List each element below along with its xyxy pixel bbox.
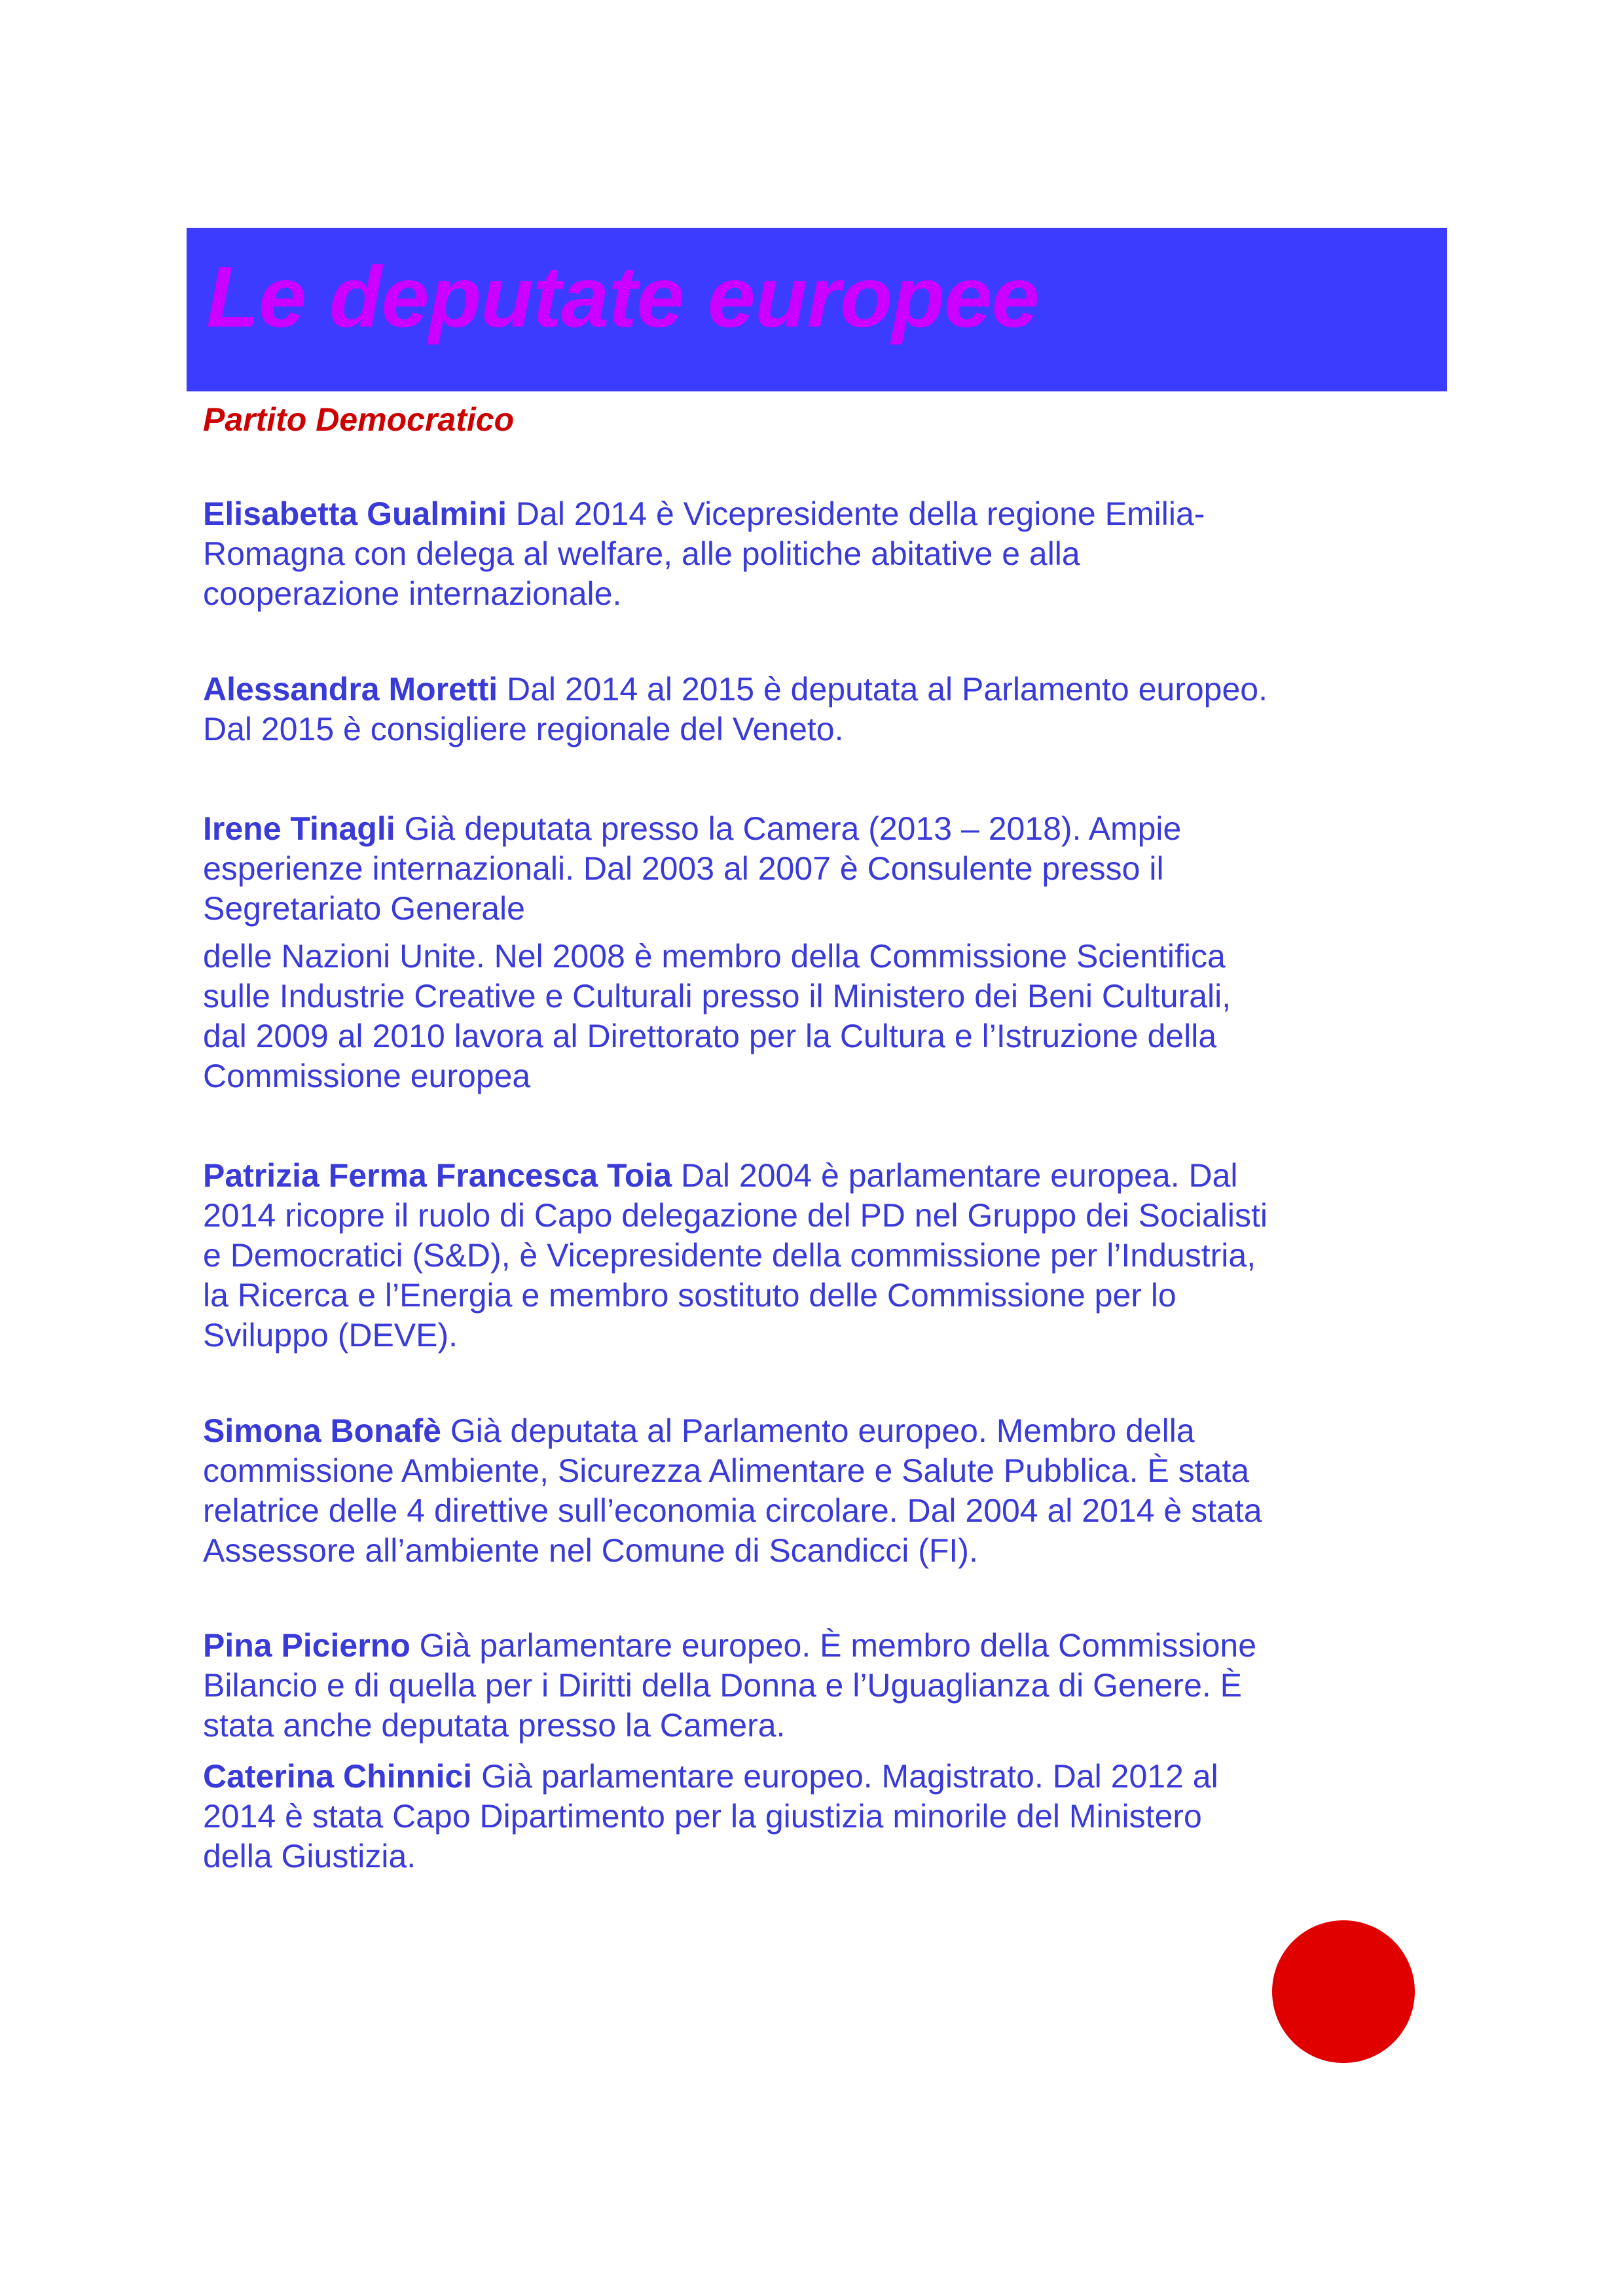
bio-line: delle Nazioni Unite. Nel 2008 è membro della Commissione Scientifica [203,938,1226,975]
bio-name: Caterina Chinnici [203,1758,473,1795]
bio-entry [203,1156,1447,1355]
bio-entry [203,1411,1447,1571]
bio-line [203,1757,1447,1797]
bio-text: Dal 2014 è Vicepresidente della regione Emilia- [507,495,1205,532]
bio-line: la Ricerca e l’Energia e membro sostituto delle Commissione per lo [203,1277,1176,1314]
bio-text: Già deputata presso la Camera (2013 – 2018). Ampie [395,810,1182,847]
bio-line: Dal 2015 è consigliere regionale del Veneto. [203,711,844,747]
bio-line: cooperazione internazionale. [203,575,622,612]
page-title: Le deputate europee [206,249,1039,345]
bio-line: 2014 ricopre il ruolo di Capo delegazione del PD nel Gruppo dei Socialisti [203,1197,1267,1234]
bio-line: Bilancio e di quella per i Diritti della Donna e l’Uguaglianza di Genere. È [203,1667,1243,1704]
bio-text: Già deputata al Parlamento europeo. Membro della [441,1412,1195,1449]
bio-name: Simona Bonafè [203,1412,441,1449]
bio-text: Dal 2004 è parlamentare europea. Dal [672,1157,1238,1194]
bio-line [203,670,1447,709]
bio-line [203,494,1447,534]
bio-line: della Giustizia. [203,1838,416,1874]
bio-line [203,1411,1447,1451]
bio-line: e Democratici (S&D), è Vicepresidente della commissione per l’Industria, [203,1237,1256,1274]
bio-line: 2014 è stata Capo Dipartimento per la giustizia minorile del Ministero [203,1798,1202,1835]
bio-line [203,809,1447,849]
party-subtitle: Partito Democratico [203,401,515,438]
bio-line: stata anche deputata presso la Camera. [203,1707,786,1744]
bio-line: dal 2009 al 2010 lavora al Direttorato per la Cultura e l’Istruzione della [203,1018,1217,1054]
bio-entry [203,809,1447,1096]
bio-entry [203,1757,1447,1876]
red-dot-icon [1272,1920,1415,2063]
bio-line [203,1626,1447,1666]
bio-line: relatrice delle 4 direttive sull’economia circolare. Dal 2004 al 2014 è stata [203,1492,1262,1529]
bio-line [203,1156,1447,1196]
bio-text: Già parlamentare europeo. Magistrato. Dal 2012 al [472,1758,1218,1795]
bio-line: Segretariato Generale [203,890,525,927]
bio-entry [203,670,1447,749]
bio-name: Alessandra Moretti [203,671,498,708]
bio-name: Irene Tinagli [203,810,395,847]
bio-name: Pina Picierno [203,1627,410,1664]
bio-line: esperienze internazionali. Dal 2003 al 2007 è Consulente presso il [203,850,1164,887]
bio-text: Già parlamentare europeo. È membro della Commissione [410,1627,1257,1664]
bio-entry [203,494,1447,614]
bio-line: Sviluppo (DEVE). [203,1317,458,1354]
bio-line: Romagna con delega al welfare, alle politiche abitative e alla [203,535,1080,572]
bio-line: commissione Ambiente, Sicurezza Alimentare e Salute Pubblica. È stata [203,1452,1250,1489]
bio-name: Patrizia Ferma Francesca Toia [203,1157,672,1194]
bio-line: Commissione europea [203,1058,531,1094]
bio-name: Elisabetta Gualmini [203,495,507,532]
bio-entry [203,1626,1447,1746]
title-banner [187,228,1447,391]
bio-text: Dal 2014 al 2015 è deputata al Parlamento europeo. [498,671,1267,708]
bio-line: sulle Industrie Creative e Culturali presso il Ministero dei Beni Culturali, [203,978,1231,1014]
bio-line: Assessore all’ambiente nel Comune di Scandicci (FI). [203,1532,978,1569]
